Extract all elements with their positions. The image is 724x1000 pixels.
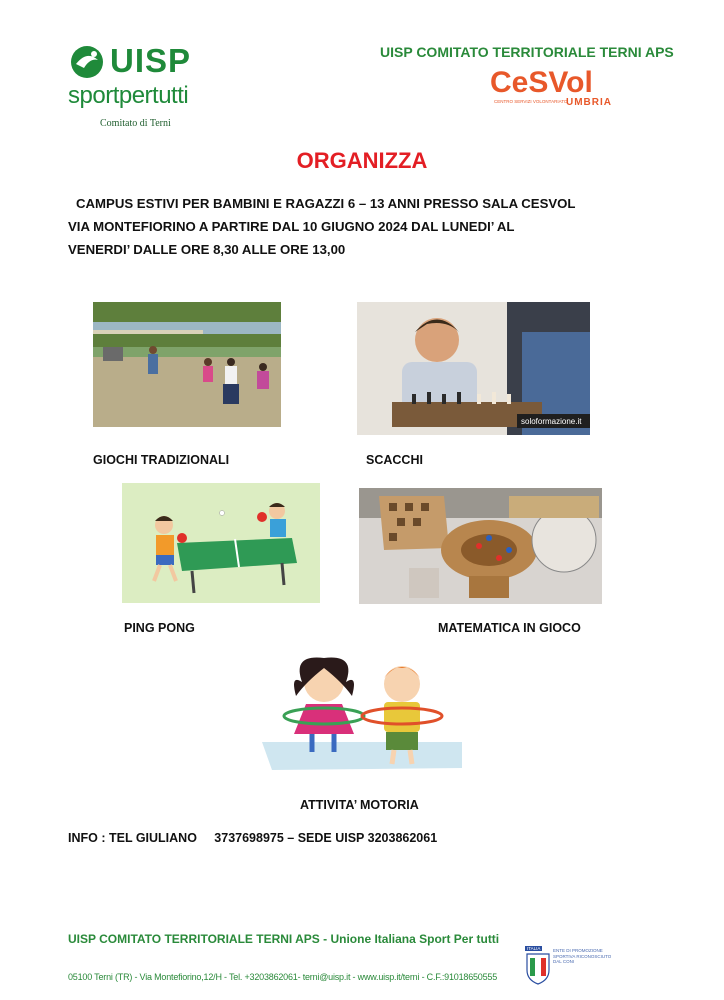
- caption-math-games: MATEMATICA IN GIOCO: [438, 621, 581, 635]
- caption-chess: SCACCHI: [366, 453, 423, 467]
- coni-shield-icon: [525, 952, 551, 986]
- traditional-games-photo: [93, 302, 281, 427]
- ping-pong-illustration: [122, 483, 320, 603]
- coni-badge: [525, 946, 615, 980]
- uisp-subtitle: Comitato di Terni: [100, 118, 171, 129]
- cesvol-region: UMBRIA: [566, 97, 612, 108]
- footer-title: UISP COMITATO TERRITORIALE TERNI APS - Unione Italiana Sport Per tutti: [68, 932, 500, 946]
- cesvol-tagline: CENTRO SERVIZI VOLONTARIATO: [494, 99, 568, 104]
- intro-text: [68, 192, 668, 261]
- intro-line: VENERDI’ DALLE ORE 8,30 ALLE ORE 13,00: [68, 242, 346, 257]
- uisp-brand: UISP: [110, 42, 192, 79]
- chess-watermark: soloformazione.it: [521, 417, 582, 426]
- page-heading: ORGANIZZA: [296, 148, 428, 173]
- caption-ping-pong: PING PONG: [124, 621, 195, 635]
- math-games-photo: [359, 488, 602, 604]
- intro-line: CAMPUS ESTIVI PER BAMBINI E RAGAZZI 6 – 13 ANNI PRESSO SALA CESVOL: [76, 196, 576, 211]
- cesvol-brand: CeSVol: [490, 66, 593, 99]
- intro-line: VIA MONTEFIORINO A PARTIRE DAL 10 GIUGNO 2024 DAL LUNEDI’ AL: [68, 219, 515, 234]
- contact-info: INFO : TEL GIULIANO 3737698975 – SEDE UISP 3203862061: [68, 831, 438, 845]
- motor-activity-illustration: [262, 652, 462, 776]
- chess-photo: [357, 302, 590, 435]
- uisp-runner-icon: [68, 44, 106, 80]
- uisp-logo: [68, 42, 218, 134]
- caption-traditional-games: GIOCHI TRADIZIONALI: [93, 453, 230, 467]
- footer-address: 05100 Terni (TR) - Via Montefiorino,12/H - Tel. +3203862061- terni@uisp.it - www.uisp.it/terni - C.F.:91018650555: [68, 972, 498, 982]
- committee-title: UISP COMITATO TERRITORIALE TERNI APS: [380, 44, 674, 60]
- cesvol-logo: [490, 66, 614, 110]
- caption-motor-activity: ATTIVITA’ MOTORIA: [300, 798, 419, 812]
- coni-label: ITALIA: [527, 946, 541, 951]
- coni-text: ENTE DI PROMOZIONE SPORTIVA RICONOSCIUTO DAL CONI: [553, 948, 612, 964]
- uisp-tagline: sportpertutti: [68, 82, 189, 109]
